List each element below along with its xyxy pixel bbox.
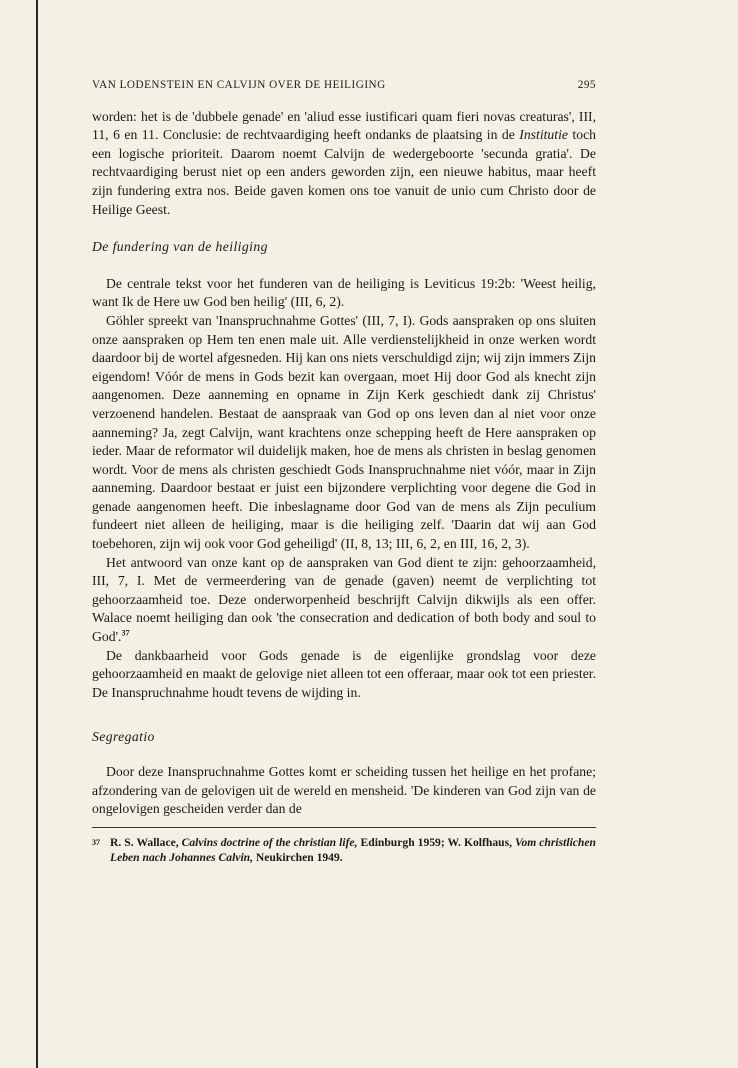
footnote-number: 37 [92,837,100,847]
paragraph: De dankbaarheid voor Gods genade is de eigenlijke grondslag voor deze gehoorzaamheid en maakt de gelovige niet alleen tot een offeraar, maar ook tot een priester. De Inanspruchnahme houdt tevens de wijding in. [92,647,596,700]
footnote-37 [92,835,596,865]
paragraph: Het antwoord van onze kant op de aanspraken van God dient te zijn: gehoorzaamheid, III, 7, I. Met de vermeerdering van de genade (gaven) neemt de verplichting tot gehoorzaamheid toe. Deze onderworpenheid beschrijft Calvijn dikwijls als een offer. Walace noemt heiliging dan ook 'the consecration and dedication of both body and soul to God'.$^{37}$ [92,554,596,645]
running-head [92,76,596,95]
intro-paragraph: worden: het is de 'dubbele genade' en 'aliud esse iustificari quam fieri novas creaturas', III, 11, 6 en 11. Conclusie: de rechtvaardiging heeft ondanks de plaatsing in de Institutie toch een logische prioriteit. Daarom noemt Calvijn de wedergeboorte 'secunda gratia'. De rechtvaardiging berust niet op een anders geworden zijn, een nieuwe habitus, maar heeft zijn fundering extra nos. Beide gaven komen ons toe vanuit de unio cum Christo door de Heilige Geest. [92,108,596,217]
paragraph: Göhler spreekt van 'Inanspruchnahme Gottes' (III, 7, I). Gods aanspraken op ons sluiten onze aanspraken op Hem ten enen male uit. Alle verdienstelijkheid in onze werken wordt daardoor bij de wortel afgesneden. Hij kan ons niets verschuldigd zijn; wij zijn immers Zijn eigendom! Vóór de mens in Gods bezit kan overgaan, moet Hij door God als knecht zijn aangenomen. Deze aanneming en opname in Zijn Kerk geschiedt dank zij Christus' verzoenend handelen. Bestaat de aanspraak van God op ons leven dan al niet voor onze aanneming? Ja, zegt Calvijn, want krachtens onze schepping heeft de Here aanspraken op ieder. Maar de reformator wil duidelijk maken, hoe de mens als christen in beslag genomen wordt. Voor de mens als christen geschiedt Gods Inanspruchnahme niet vóór, maar in Zijn aanneming. Daardoor bestaat er juist een bijzondere verplichting voor degene die God in genade aangenomen heeft. Die inbeslagname door God van de mens als Zijn peculium fundeert niet alleen de heiliging, maar is die heiliging zelf. 'Daarin dat wij aan God toebehoren, zijn wij ook voor God geheiligd' (II, 8, 13; III, 6, 2, en III, 16, 2, 3). [92,312,596,552]
running-title: VAN LODENSTEIN EN CALVIJN OVER DE HEILIGING [92,79,386,91]
section-heading-segregatio: Segregatio [92,729,155,745]
book-page [92,76,596,865]
section-heading-fundering: De fundering van de heiliging [92,239,268,255]
page-edge-rule [36,0,38,1068]
footnotes [92,827,596,865]
work-title: Institutie [519,127,568,143]
paragraph: De centrale tekst voor het funderen van de heiliging is Leviticus 19:2b: 'Weest heilig, want Ik de Here uw God ben heilig' (III, 6, 2). [92,275,596,310]
paragraph: Door deze Inanspruchnahme Gottes komt er scheiding tussen het heilige en het profane; afzondering van de gelovigen uit de wereld en mensheid. 'De kinderen van God zijn van de ongelovigen gescheiden verder dan de [92,764,596,817]
footnote-text: R. S. Wallace, Calvins doctrine of the christian life, Edinburgh 1959; W. Kolfhaus, Vom christlichen Leben nach Johannes Calvin, Neukirchen 1949. [110,835,596,864]
page-number: 295 [577,79,596,91]
footnote-ref: 37 [121,628,130,638]
